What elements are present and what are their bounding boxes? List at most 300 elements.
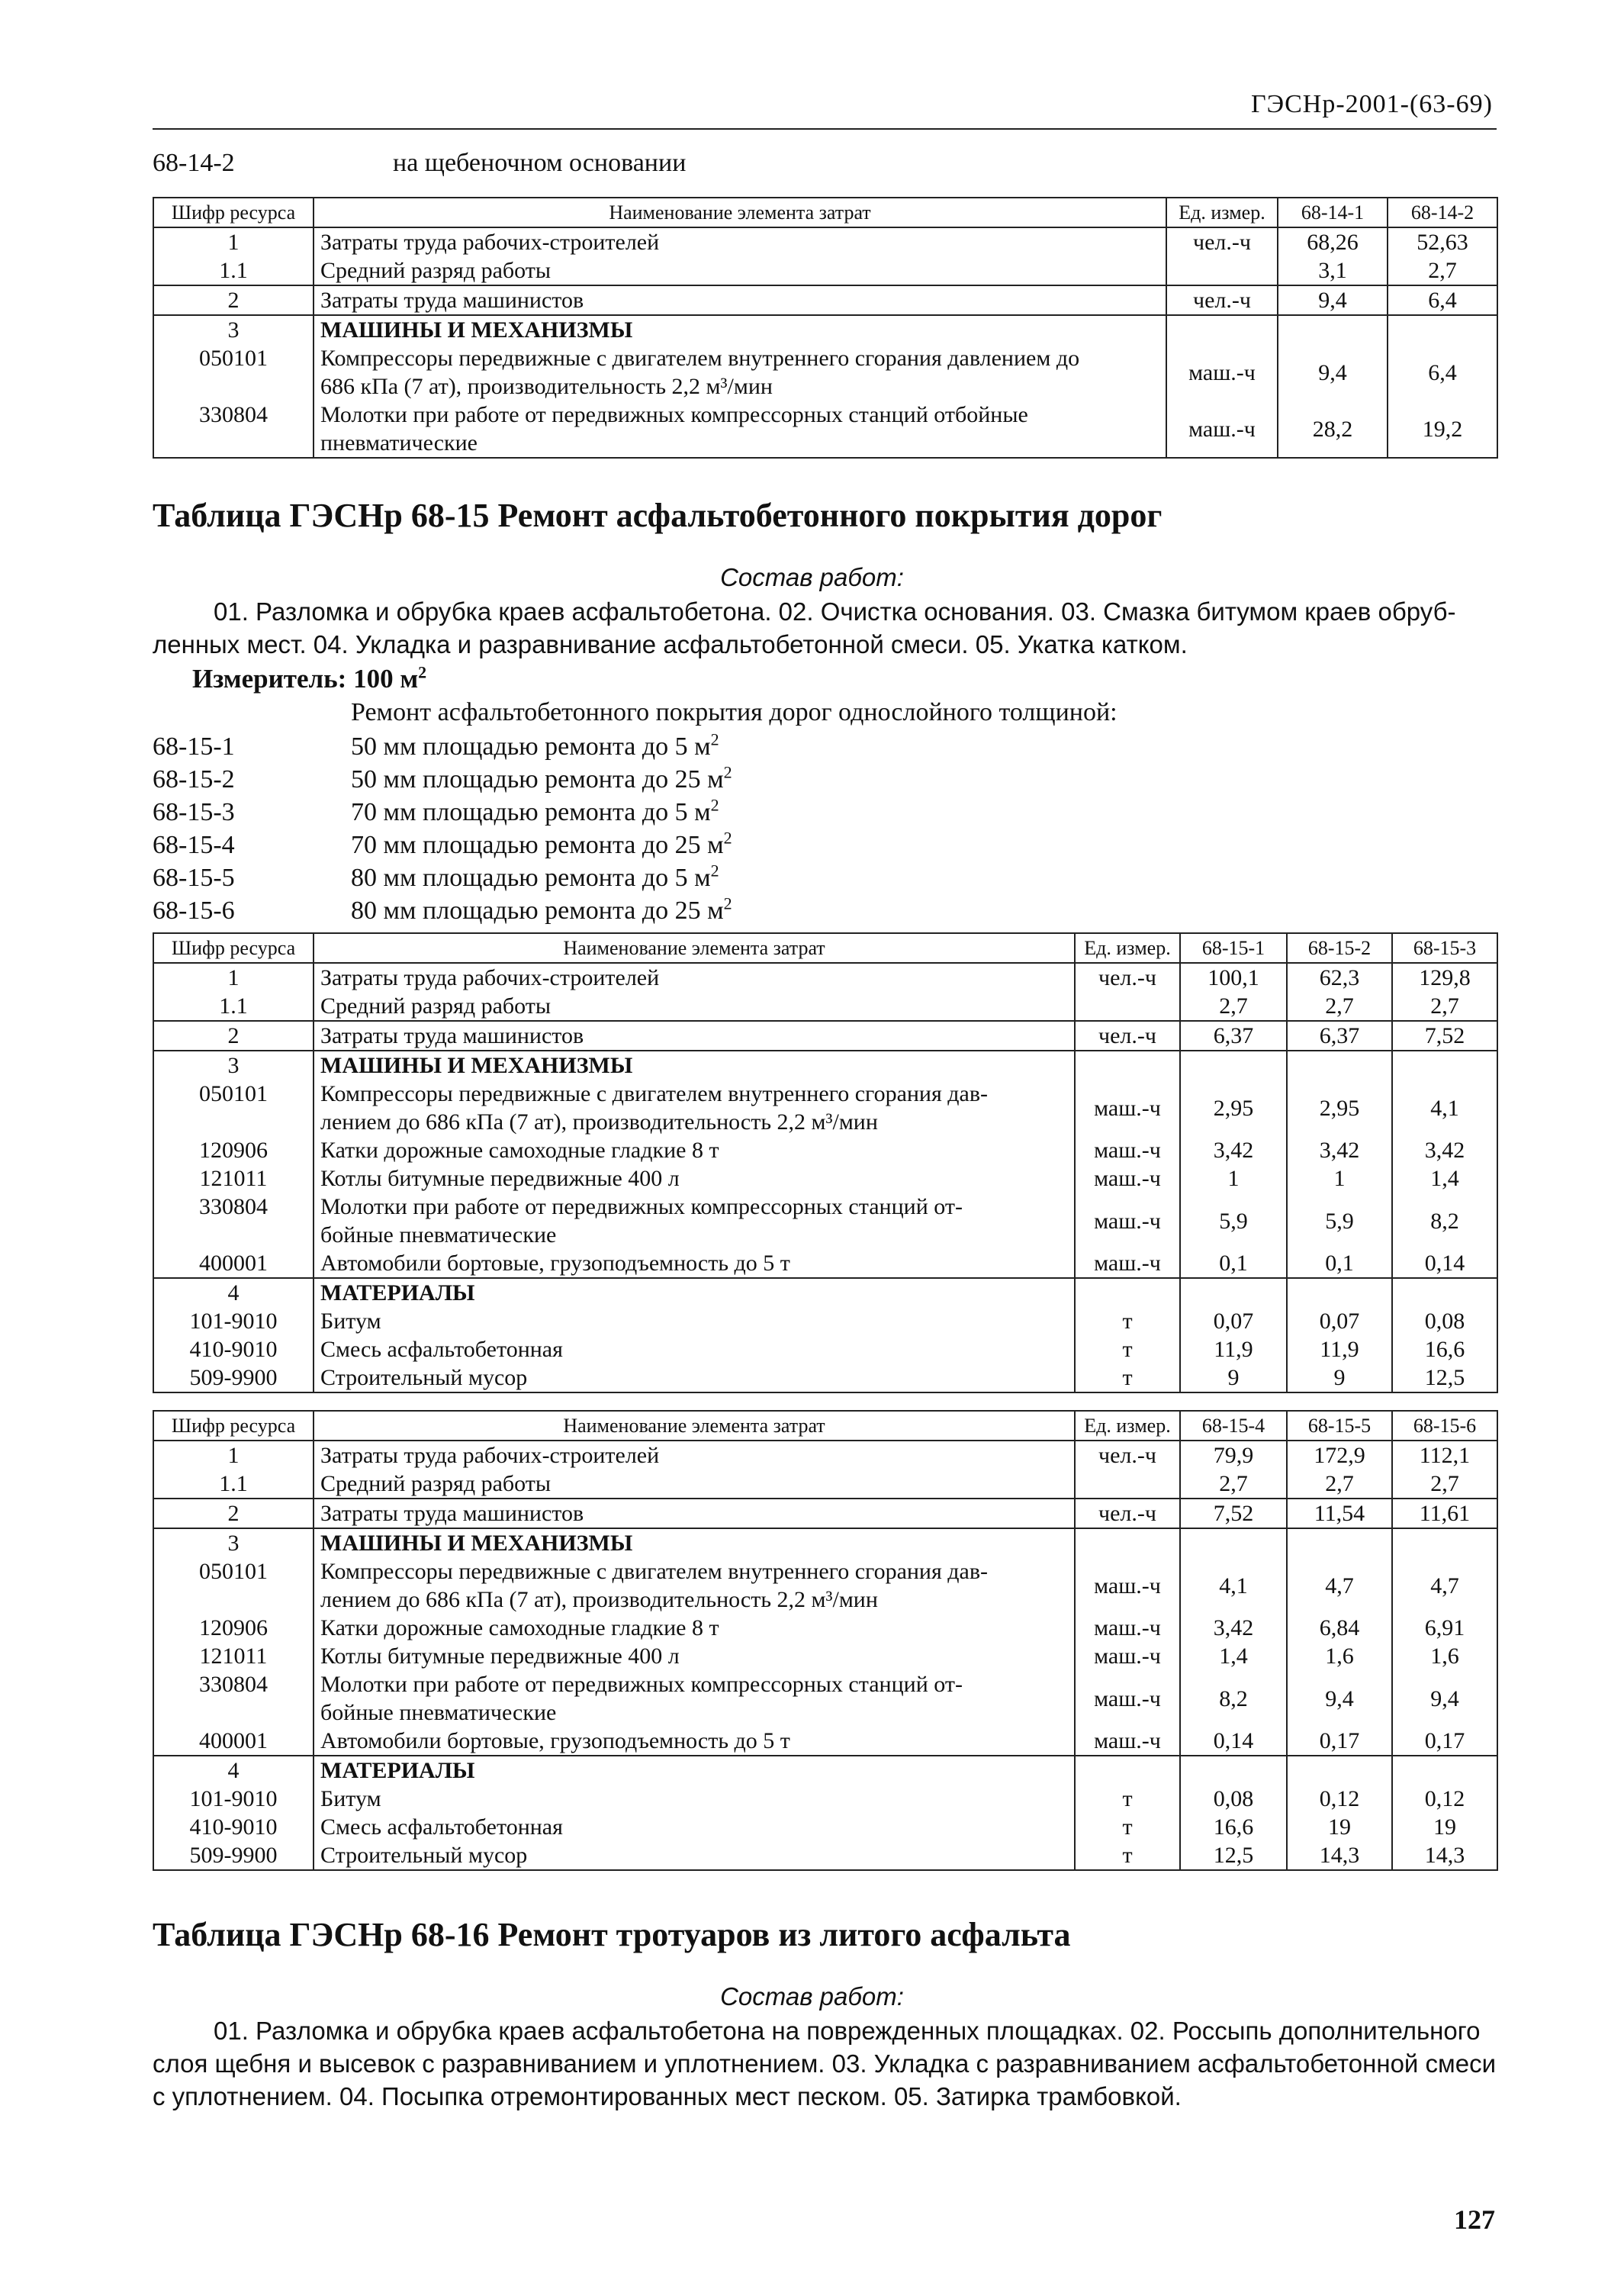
resource-code: 2 <box>153 1021 314 1051</box>
resource-code: 330804 <box>153 401 314 458</box>
norm-value: 6,4 <box>1388 285 1497 315</box>
norm-value: 2,7 <box>1287 1470 1392 1499</box>
resource-unit: т <box>1075 1785 1180 1813</box>
norm-value: 0,14 <box>1392 1249 1497 1278</box>
resource-unit: чел.-ч <box>1075 1021 1180 1051</box>
works-line: 01. Разломка и обрубка краев асфальтобетона на поврежденных площадках. 02. Россыпь дополнительного <box>214 2017 1481 2045</box>
norm-value: 11,54 <box>1287 1499 1392 1528</box>
resource-code: 3 <box>153 315 314 344</box>
resource-name-line: пневматические <box>320 430 478 456</box>
resource-unit: маш.-ч <box>1166 401 1278 458</box>
item-text-main: 50 мм площадью ремонта до 5 м <box>351 732 711 761</box>
resource-name <box>314 315 1166 344</box>
resource-unit: маш.-ч <box>1075 1727 1180 1756</box>
resource-unit: маш.-ч <box>1075 1642 1180 1670</box>
norm-value: 2,7 <box>1287 992 1392 1021</box>
resource-name <box>314 227 1166 256</box>
item-text-sup: 2 <box>723 828 732 848</box>
header-rule <box>153 128 1497 130</box>
header-unit: Ед. измер. <box>1075 1411 1180 1441</box>
resource-name-line: бойные пневматические <box>320 1222 557 1248</box>
resource-code: 410-9010 <box>153 1335 314 1363</box>
resource-name <box>314 1193 1075 1249</box>
norm-value: 0,08 <box>1392 1307 1497 1335</box>
norm-value <box>1287 1756 1392 1785</box>
table-row <box>153 1470 1497 1499</box>
table-row <box>153 285 1497 315</box>
resource-code: 330804 <box>153 1193 314 1249</box>
table-row <box>153 1335 1497 1363</box>
norm-value: 1 <box>1180 1164 1287 1193</box>
norm-value: 6,84 <box>1287 1614 1392 1642</box>
table-header-row <box>153 198 1497 227</box>
norm-value: 8,2 <box>1180 1670 1287 1727</box>
norm-value: 9,4 <box>1392 1670 1497 1727</box>
table-row <box>153 1727 1497 1756</box>
item-text <box>351 861 719 893</box>
norm-value: 3,42 <box>1287 1136 1392 1164</box>
norm-value: 16,6 <box>1180 1813 1287 1841</box>
resource-code: 050101 <box>153 344 314 401</box>
resource-unit: маш.-ч <box>1075 1164 1180 1193</box>
resource-name <box>314 1307 1075 1335</box>
items-intro: Ремонт асфальтобетонного покрытия дорог однослойного толщиной: <box>351 698 1118 726</box>
resource-unit: маш.-ч <box>1075 1614 1180 1642</box>
header-norm-code: 68-15-6 <box>1392 1411 1497 1441</box>
norm-value: 0,07 <box>1180 1307 1287 1335</box>
resource-unit: маш.-ч <box>1075 1249 1180 1278</box>
header-norm-code: 68-15-1 <box>1180 933 1287 963</box>
resource-name-line: Затраты труда машинистов <box>320 1023 584 1048</box>
works-composition-label-68-16: Состав работ: <box>720 1982 904 2011</box>
norm-value <box>1392 1278 1497 1307</box>
table-row <box>153 1670 1497 1727</box>
resource-name <box>314 1642 1075 1670</box>
resource-code: 1 <box>153 1441 314 1470</box>
resource-name-line: Молотки при работе от передвижных компрессорных станций отбойные <box>320 402 1028 427</box>
norm-value <box>1287 1278 1392 1307</box>
resource-code: 1.1 <box>153 1470 314 1499</box>
item-code: 68-15-5 <box>153 864 235 892</box>
item-code: 68-15-1 <box>153 732 235 761</box>
resource-name <box>314 1813 1075 1841</box>
resource-table-68-15-4-6 <box>153 1410 1498 1871</box>
norm-value: 12,5 <box>1392 1363 1497 1392</box>
resource-name-line: Битум <box>320 1786 381 1811</box>
norm-value: 11,61 <box>1392 1499 1497 1528</box>
works-line: с уплотнением. 04. Посыпка отремонтированных мест песком. 05. Затирка трамбовкой. <box>153 2082 1182 2110</box>
norm-value: 4,7 <box>1392 1557 1497 1614</box>
resource-name-line: Битум <box>320 1309 381 1334</box>
norm-value: 14,3 <box>1392 1841 1497 1870</box>
header-norm-code: 68-15-5 <box>1287 1411 1392 1441</box>
measure-value: 100 м <box>353 664 419 694</box>
table-row <box>153 1528 1497 1557</box>
resource-name <box>314 1670 1075 1727</box>
norm-value: 0,17 <box>1392 1727 1497 1756</box>
item-text-main: 80 мм площадью ремонта до 25 м <box>351 897 724 925</box>
table-row <box>153 963 1497 992</box>
header-unit: Ед. измер. <box>1075 933 1180 963</box>
resource-name-line: Компрессоры передвижные с двигателем внутреннего сгорания дав- <box>320 1559 989 1584</box>
resource-name <box>314 1021 1075 1051</box>
norm-value: 6,91 <box>1392 1614 1497 1642</box>
norm-value: 2,7 <box>1392 992 1497 1021</box>
measure-label: Измеритель: <box>192 664 347 694</box>
norm-value: 2,7 <box>1180 1470 1287 1499</box>
table-row <box>153 1249 1497 1278</box>
resource-name-line: лением до 686 кПа (7 ат), производительность 2,2 м³/мин <box>320 1109 878 1135</box>
header-norm-code: 68-15-4 <box>1180 1411 1287 1441</box>
resource-name-line: Средний разряд работы <box>320 993 552 1019</box>
resource-code: 4 <box>153 1756 314 1785</box>
resource-name <box>314 1136 1075 1164</box>
top-item-code: 68-14-2 <box>153 149 235 177</box>
table-row <box>153 1307 1497 1335</box>
resource-name <box>314 1051 1075 1080</box>
norm-value: 1,4 <box>1180 1642 1287 1670</box>
resource-name <box>314 1278 1075 1307</box>
header-code: Шифр ресурса <box>153 1411 314 1441</box>
resource-name <box>314 1249 1075 1278</box>
resource-code: 1.1 <box>153 992 314 1021</box>
norm-value: 8,2 <box>1392 1193 1497 1249</box>
resource-code: 2 <box>153 285 314 315</box>
norm-value: 0,12 <box>1392 1785 1497 1813</box>
resource-code: 121011 <box>153 1164 314 1193</box>
table-row <box>153 256 1497 285</box>
resource-code: 410-9010 <box>153 1813 314 1841</box>
measure-line <box>192 664 426 694</box>
resource-name-line: лением до 686 кПа (7 ат), производительность 2,2 м³/мин <box>320 1587 878 1612</box>
norm-value: 5,9 <box>1287 1193 1392 1249</box>
resource-name-line: Затраты труда рабочих-строителей <box>320 1443 660 1468</box>
resource-name-line: Смесь асфальтобетонная <box>320 1814 563 1840</box>
table-row <box>153 1051 1497 1080</box>
norm-value: 19 <box>1287 1813 1392 1841</box>
header-norm-code: 68-15-3 <box>1392 933 1497 963</box>
norm-value: 129,8 <box>1392 963 1497 992</box>
norm-value: 6,37 <box>1287 1021 1392 1051</box>
norm-value: 0,17 <box>1287 1727 1392 1756</box>
norm-value: 3,42 <box>1180 1614 1287 1642</box>
resource-code: 1.1 <box>153 256 314 285</box>
resource-name <box>314 1441 1075 1470</box>
section-title-68-15: Таблица ГЭСНр 68-15 Ремонт асфальтобетонного покрытия дорог <box>153 497 1163 534</box>
item-code: 68-15-4 <box>153 831 235 859</box>
works-line: ленных мест. 04. Укладка и разравнивание асфальтобетонной смеси. 05. Укатка катком. <box>153 630 1188 658</box>
resource-unit <box>1166 256 1278 285</box>
norm-value <box>1287 1051 1392 1080</box>
resource-unit <box>1075 1528 1180 1557</box>
item-text-main: 80 мм площадью ремонта до 5 м <box>351 864 711 892</box>
norm-value: 52,63 <box>1388 227 1497 256</box>
norm-value: 2,7 <box>1180 992 1287 1021</box>
norm-value <box>1180 1278 1287 1307</box>
resource-unit <box>1075 992 1180 1021</box>
norm-value: 68,26 <box>1278 227 1388 256</box>
header-code: Шифр ресурса <box>153 933 314 963</box>
resource-code: 400001 <box>153 1249 314 1278</box>
norm-value <box>1180 1528 1287 1557</box>
resource-table-68-14 <box>153 197 1498 459</box>
norm-value: 9,4 <box>1278 285 1388 315</box>
resource-code: 101-9010 <box>153 1307 314 1335</box>
resource-name <box>314 1727 1075 1756</box>
norm-value: 6,37 <box>1180 1021 1287 1051</box>
resource-name <box>314 992 1075 1021</box>
resource-code: 509-9900 <box>153 1841 314 1870</box>
resource-name-line: МАТЕРИАЛЫ <box>320 1758 475 1783</box>
table-row <box>153 1164 1497 1193</box>
norm-value: 62,3 <box>1287 963 1392 992</box>
header-code: Шифр ресурса <box>153 198 314 227</box>
item-code: 68-15-2 <box>153 765 235 794</box>
norm-value: 9,4 <box>1287 1670 1392 1727</box>
norm-value: 14,3 <box>1287 1841 1392 1870</box>
header-norm-code: 68-15-2 <box>1287 933 1392 963</box>
table-row <box>153 1785 1497 1813</box>
item-text-main: 70 мм площадью ремонта до 5 м <box>351 798 711 826</box>
norm-value: 0,14 <box>1180 1727 1287 1756</box>
table-row <box>153 1614 1497 1642</box>
resource-name <box>314 1614 1075 1642</box>
resource-name-line: Молотки при работе от передвижных компрессорных станций от- <box>320 1194 963 1219</box>
works-composition-text-68-16 <box>153 2014 1497 2113</box>
norm-value: 28,2 <box>1278 401 1388 458</box>
norm-value: 1,6 <box>1392 1642 1497 1670</box>
resource-name <box>314 256 1166 285</box>
measure-sup: 2 <box>418 662 427 682</box>
resource-name-line: Затраты труда рабочих-строителей <box>320 965 660 990</box>
resource-unit: маш.-ч <box>1075 1670 1180 1727</box>
resource-name-line: Компрессоры передвижные с двигателем внутреннего сгорания дав- <box>320 1081 989 1106</box>
resource-code: 050101 <box>153 1557 314 1614</box>
resource-name <box>314 1080 1075 1136</box>
norm-value <box>1278 315 1388 344</box>
resource-name <box>314 1164 1075 1193</box>
norm-value: 0,1 <box>1180 1249 1287 1278</box>
norm-value <box>1180 1756 1287 1785</box>
works-line: 01. Разломка и обрубка краев асфальтобетона. 02. Очистка основания. 03. Смазка битумом краев обруб- <box>214 597 1456 626</box>
resource-name <box>314 285 1166 315</box>
resource-name-line: Средний разряд работы <box>320 1471 552 1496</box>
norm-value: 5,9 <box>1180 1193 1287 1249</box>
norm-value <box>1287 1528 1392 1557</box>
table-row <box>153 344 1497 401</box>
resource-unit: т <box>1075 1307 1180 1335</box>
item-text <box>351 828 732 860</box>
resource-table-68-15-1-3 <box>153 932 1498 1393</box>
norm-value: 100,1 <box>1180 963 1287 992</box>
resource-code: 2 <box>153 1499 314 1528</box>
norm-value: 2,95 <box>1180 1080 1287 1136</box>
resource-unit: чел.-ч <box>1075 963 1180 992</box>
resource-name-line: Катки дорожные самоходные гладкие 8 т <box>320 1138 719 1163</box>
header-norm-code: 68-14-2 <box>1388 198 1497 227</box>
table-row <box>153 1499 1497 1528</box>
resource-code: 330804 <box>153 1670 314 1727</box>
resource-code: 3 <box>153 1528 314 1557</box>
norm-value: 3,42 <box>1180 1136 1287 1164</box>
norm-value: 0,1 <box>1287 1249 1392 1278</box>
item-code: 68-15-6 <box>153 897 235 925</box>
norm-value: 0,07 <box>1287 1307 1392 1335</box>
resource-name-line: Автомобили бортовые, грузоподъемность до 5 т <box>320 1728 790 1753</box>
resource-name-line: бойные пневматические <box>320 1700 557 1725</box>
resource-unit <box>1166 315 1278 344</box>
resource-unit <box>1075 1278 1180 1307</box>
resource-name-line: Компрессоры передвижные с двигателем внутреннего сгорания давлением до <box>320 346 1080 371</box>
resource-name-line: МАШИНЫ И МЕХАНИЗМЫ <box>320 1531 633 1556</box>
resource-code: 1 <box>153 227 314 256</box>
norm-value: 7,52 <box>1180 1499 1287 1528</box>
resource-unit: т <box>1075 1335 1180 1363</box>
resource-unit: чел.-ч <box>1166 285 1278 315</box>
resource-unit: маш.-ч <box>1075 1557 1180 1614</box>
resource-name-line: Котлы битумные передвижные 400 л <box>320 1166 680 1191</box>
norm-value: 16,6 <box>1392 1335 1497 1363</box>
resource-unit: чел.-ч <box>1075 1441 1180 1470</box>
norm-value: 4,7 <box>1287 1557 1392 1614</box>
resource-name <box>314 344 1166 401</box>
resource-name-line: 686 кПа (7 ат), производительность 2,2 м³/мин <box>320 374 773 399</box>
table-row <box>153 1136 1497 1164</box>
resource-name <box>314 1363 1075 1392</box>
resource-name <box>314 963 1075 992</box>
norm-value: 1,6 <box>1287 1642 1392 1670</box>
item-text-main: 70 мм площадью ремонта до 25 м <box>351 831 724 859</box>
norm-value: 6,4 <box>1388 344 1497 401</box>
item-text-sup: 2 <box>710 861 719 881</box>
norm-value: 172,9 <box>1287 1441 1392 1470</box>
norm-value <box>1388 315 1497 344</box>
norm-value: 2,95 <box>1287 1080 1392 1136</box>
resource-name-line: Автомобили бортовые, грузоподъемность до 5 т <box>320 1251 790 1276</box>
table-row <box>153 1021 1497 1051</box>
norm-value <box>1392 1051 1497 1080</box>
resource-name-line: Строительный мусор <box>320 1365 528 1390</box>
resource-name-line: Затраты труда рабочих-строителей <box>320 230 660 255</box>
header-unit: Ед. измер. <box>1166 198 1278 227</box>
resource-unit: чел.-ч <box>1166 227 1278 256</box>
resource-code: 4 <box>153 1278 314 1307</box>
resource-name <box>314 1841 1075 1870</box>
resource-code: 1 <box>153 963 314 992</box>
resource-code: 101-9010 <box>153 1785 314 1813</box>
norm-value <box>1392 1756 1497 1785</box>
norm-value: 3,1 <box>1278 256 1388 285</box>
item-code: 68-15-3 <box>153 798 235 826</box>
header-name: Наименование элемента затрат <box>314 1411 1075 1441</box>
resource-unit: маш.-ч <box>1075 1136 1180 1164</box>
norm-value: 9 <box>1287 1363 1392 1392</box>
resource-name <box>314 401 1166 458</box>
norm-value: 4,1 <box>1180 1557 1287 1614</box>
item-text <box>351 762 732 794</box>
table-row <box>153 1756 1497 1785</box>
resource-name <box>314 1499 1075 1528</box>
table-row <box>153 992 1497 1021</box>
norm-value: 7,52 <box>1392 1021 1497 1051</box>
header-norm-code: 68-14-1 <box>1278 198 1388 227</box>
norm-value: 11,9 <box>1180 1335 1287 1363</box>
resource-name-line: Затраты труда машинистов <box>320 288 584 313</box>
norm-value: 2,7 <box>1392 1470 1497 1499</box>
resource-name <box>314 1756 1075 1785</box>
resource-unit: чел.-ч <box>1075 1499 1180 1528</box>
resource-unit: маш.-ч <box>1166 344 1278 401</box>
norm-value: 0,12 <box>1287 1785 1392 1813</box>
resource-name-line: МАШИНЫ И МЕХАНИЗМЫ <box>320 1053 633 1078</box>
resource-unit: маш.-ч <box>1075 1193 1180 1249</box>
norm-value: 0,08 <box>1180 1785 1287 1813</box>
norm-value: 19,2 <box>1388 401 1497 458</box>
table-row <box>153 401 1497 458</box>
norm-value: 11,9 <box>1287 1335 1392 1363</box>
resource-name-line: Средний разряд работы <box>320 258 552 283</box>
resource-name-line: МАТЕРИАЛЫ <box>320 1280 475 1305</box>
resource-name <box>314 1557 1075 1614</box>
resource-name <box>314 1470 1075 1499</box>
page-number: 127 <box>1454 2204 1495 2235</box>
norm-value: 4,1 <box>1392 1080 1497 1136</box>
item-text-sup: 2 <box>710 729 719 749</box>
norm-value: 9 <box>1180 1363 1287 1392</box>
resource-name-line: Затраты труда машинистов <box>320 1501 584 1526</box>
resource-code: 120906 <box>153 1136 314 1164</box>
norm-value: 9,4 <box>1278 344 1388 401</box>
norm-value: 79,9 <box>1180 1441 1287 1470</box>
norm-value <box>1180 1051 1287 1080</box>
resource-name-line: Котлы битумные передвижные 400 л <box>320 1644 680 1669</box>
table-header-row <box>153 933 1497 963</box>
item-text-main: 50 мм площадью ремонта до 25 м <box>351 765 724 794</box>
works-line: слоя щебня и высевок с разравниванием и уплотнением. 03. Укладка с разравниванием асфальтобетонной смеси <box>153 2049 1497 2078</box>
norm-value: 1 <box>1287 1164 1392 1193</box>
resource-unit <box>1075 1756 1180 1785</box>
table-row <box>153 227 1497 256</box>
resource-unit <box>1075 1051 1180 1080</box>
table-row <box>153 1557 1497 1614</box>
item-text-sup: 2 <box>710 795 719 815</box>
resource-unit: т <box>1075 1813 1180 1841</box>
works-composition-label: Состав работ: <box>720 563 904 591</box>
norm-value: 1,4 <box>1392 1164 1497 1193</box>
resource-name <box>314 1785 1075 1813</box>
table-header-row <box>153 1411 1497 1441</box>
table-row <box>153 1441 1497 1470</box>
table-row <box>153 1278 1497 1307</box>
norm-value: 12,5 <box>1180 1841 1287 1870</box>
table-row <box>153 1841 1497 1870</box>
table-row <box>153 1080 1497 1136</box>
resource-name-line: Катки дорожные самоходные гладкие 8 т <box>320 1615 719 1640</box>
resource-unit: т <box>1075 1363 1180 1392</box>
resource-code: 3 <box>153 1051 314 1080</box>
resource-name-line: МАШИНЫ И МЕХАНИЗМЫ <box>320 317 633 343</box>
top-item-text: на щебеночном основании <box>393 149 687 177</box>
item-text <box>351 729 719 761</box>
header-name: Наименование элемента затрат <box>314 933 1075 963</box>
item-text-sup: 2 <box>723 893 732 913</box>
norm-value <box>1392 1528 1497 1557</box>
resource-code: 121011 <box>153 1642 314 1670</box>
resource-name <box>314 1335 1075 1363</box>
table-row <box>153 1813 1497 1841</box>
resource-unit <box>1075 1470 1180 1499</box>
table-row <box>153 315 1497 344</box>
